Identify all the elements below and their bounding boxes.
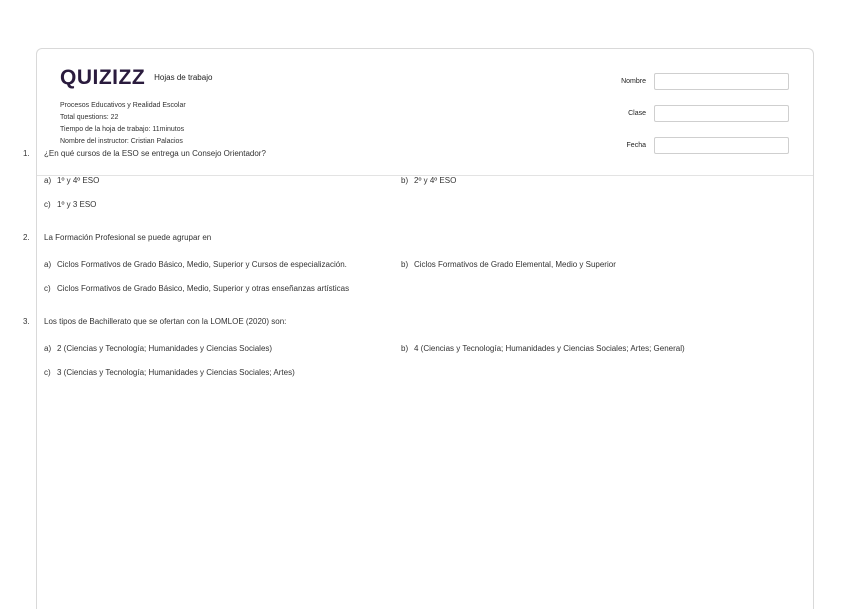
question-text: Los tipos de Bachillerato que se ofertan con la LOMLOE (2020) son: xyxy=(44,317,287,326)
name-label: Nombre xyxy=(621,77,646,85)
brand xyxy=(60,67,212,88)
question-number: 3. xyxy=(23,317,30,326)
class-label: Clase xyxy=(628,109,646,117)
option-letter: c) xyxy=(44,368,51,377)
question-text: La Formación Profesional se puede agrupar en xyxy=(44,233,212,242)
total-questions: Total questions: 22 xyxy=(60,114,119,121)
option-text: 1º y 3 ESO xyxy=(57,200,97,209)
option xyxy=(44,174,401,188)
question-text: ¿En qué cursos de la ESO se entrega un Consejo Orientador? xyxy=(44,149,266,158)
name-field-row xyxy=(621,71,789,91)
option-text: Ciclos Formativos de Grado Básico, Medio, Superior y otras enseñanzas artísticas xyxy=(57,284,350,293)
option-letter: c) xyxy=(44,284,51,293)
option-text: 2º y 4º ESO xyxy=(414,176,457,185)
option-text: 2 (Ciencias y Tecnología; Humanidades y Ciencias Sociales) xyxy=(57,344,273,353)
option xyxy=(401,342,741,356)
option-text: 3 (Ciencias y Tecnología; Humanidades y Ciencias Sociales; Artes) xyxy=(57,368,295,377)
option-text: Ciclos Formativos de Grado Elemental, Medio y Superior xyxy=(414,260,616,269)
option xyxy=(44,342,401,356)
option-letter: b) xyxy=(401,176,409,185)
option-list xyxy=(44,342,763,380)
worksheet-meta xyxy=(60,100,186,148)
option-letter: a) xyxy=(44,176,52,185)
option-text: 1º y 4º ESO xyxy=(57,176,100,185)
worksheet-time: Tiempo de la hoja de trabajo: 11minutos xyxy=(60,126,185,133)
question-list xyxy=(23,148,763,400)
option-text: 4 (Ciencias y Tecnología; Humanidades y Ciencias Sociales; Artes; General) xyxy=(414,344,685,353)
question-number: 1. xyxy=(23,149,30,158)
name-input[interactable] xyxy=(654,73,789,90)
class-input[interactable] xyxy=(654,105,789,122)
worksheet-subtitle: Hojas de trabajo xyxy=(154,73,213,82)
option xyxy=(401,174,741,188)
option-letter: a) xyxy=(44,344,52,353)
instructor-name: Nombre del instructor: Cristian Palacios xyxy=(60,138,183,145)
quizizz-logo: QUIZIZZ xyxy=(60,66,146,89)
option-text: Ciclos Formativos de Grado Básico, Medio, Superior y Cursos de especialización. xyxy=(57,260,347,269)
question xyxy=(23,316,763,380)
course-name: Procesos Educativos y Realidad Escolar xyxy=(60,102,186,109)
option-letter: c) xyxy=(44,200,51,209)
option-letter: b) xyxy=(401,344,409,353)
question-number: 2. xyxy=(23,233,30,242)
class-field-row xyxy=(621,103,789,123)
option xyxy=(44,282,401,296)
option-list xyxy=(44,258,763,296)
option xyxy=(44,366,401,380)
question xyxy=(23,232,763,296)
option-letter: a) xyxy=(44,260,52,269)
option xyxy=(44,258,401,272)
option-list xyxy=(44,174,763,212)
option xyxy=(44,198,401,212)
option-letter: b) xyxy=(401,260,409,269)
question xyxy=(23,148,763,212)
date-label: Fecha xyxy=(626,141,646,149)
option xyxy=(401,258,741,272)
